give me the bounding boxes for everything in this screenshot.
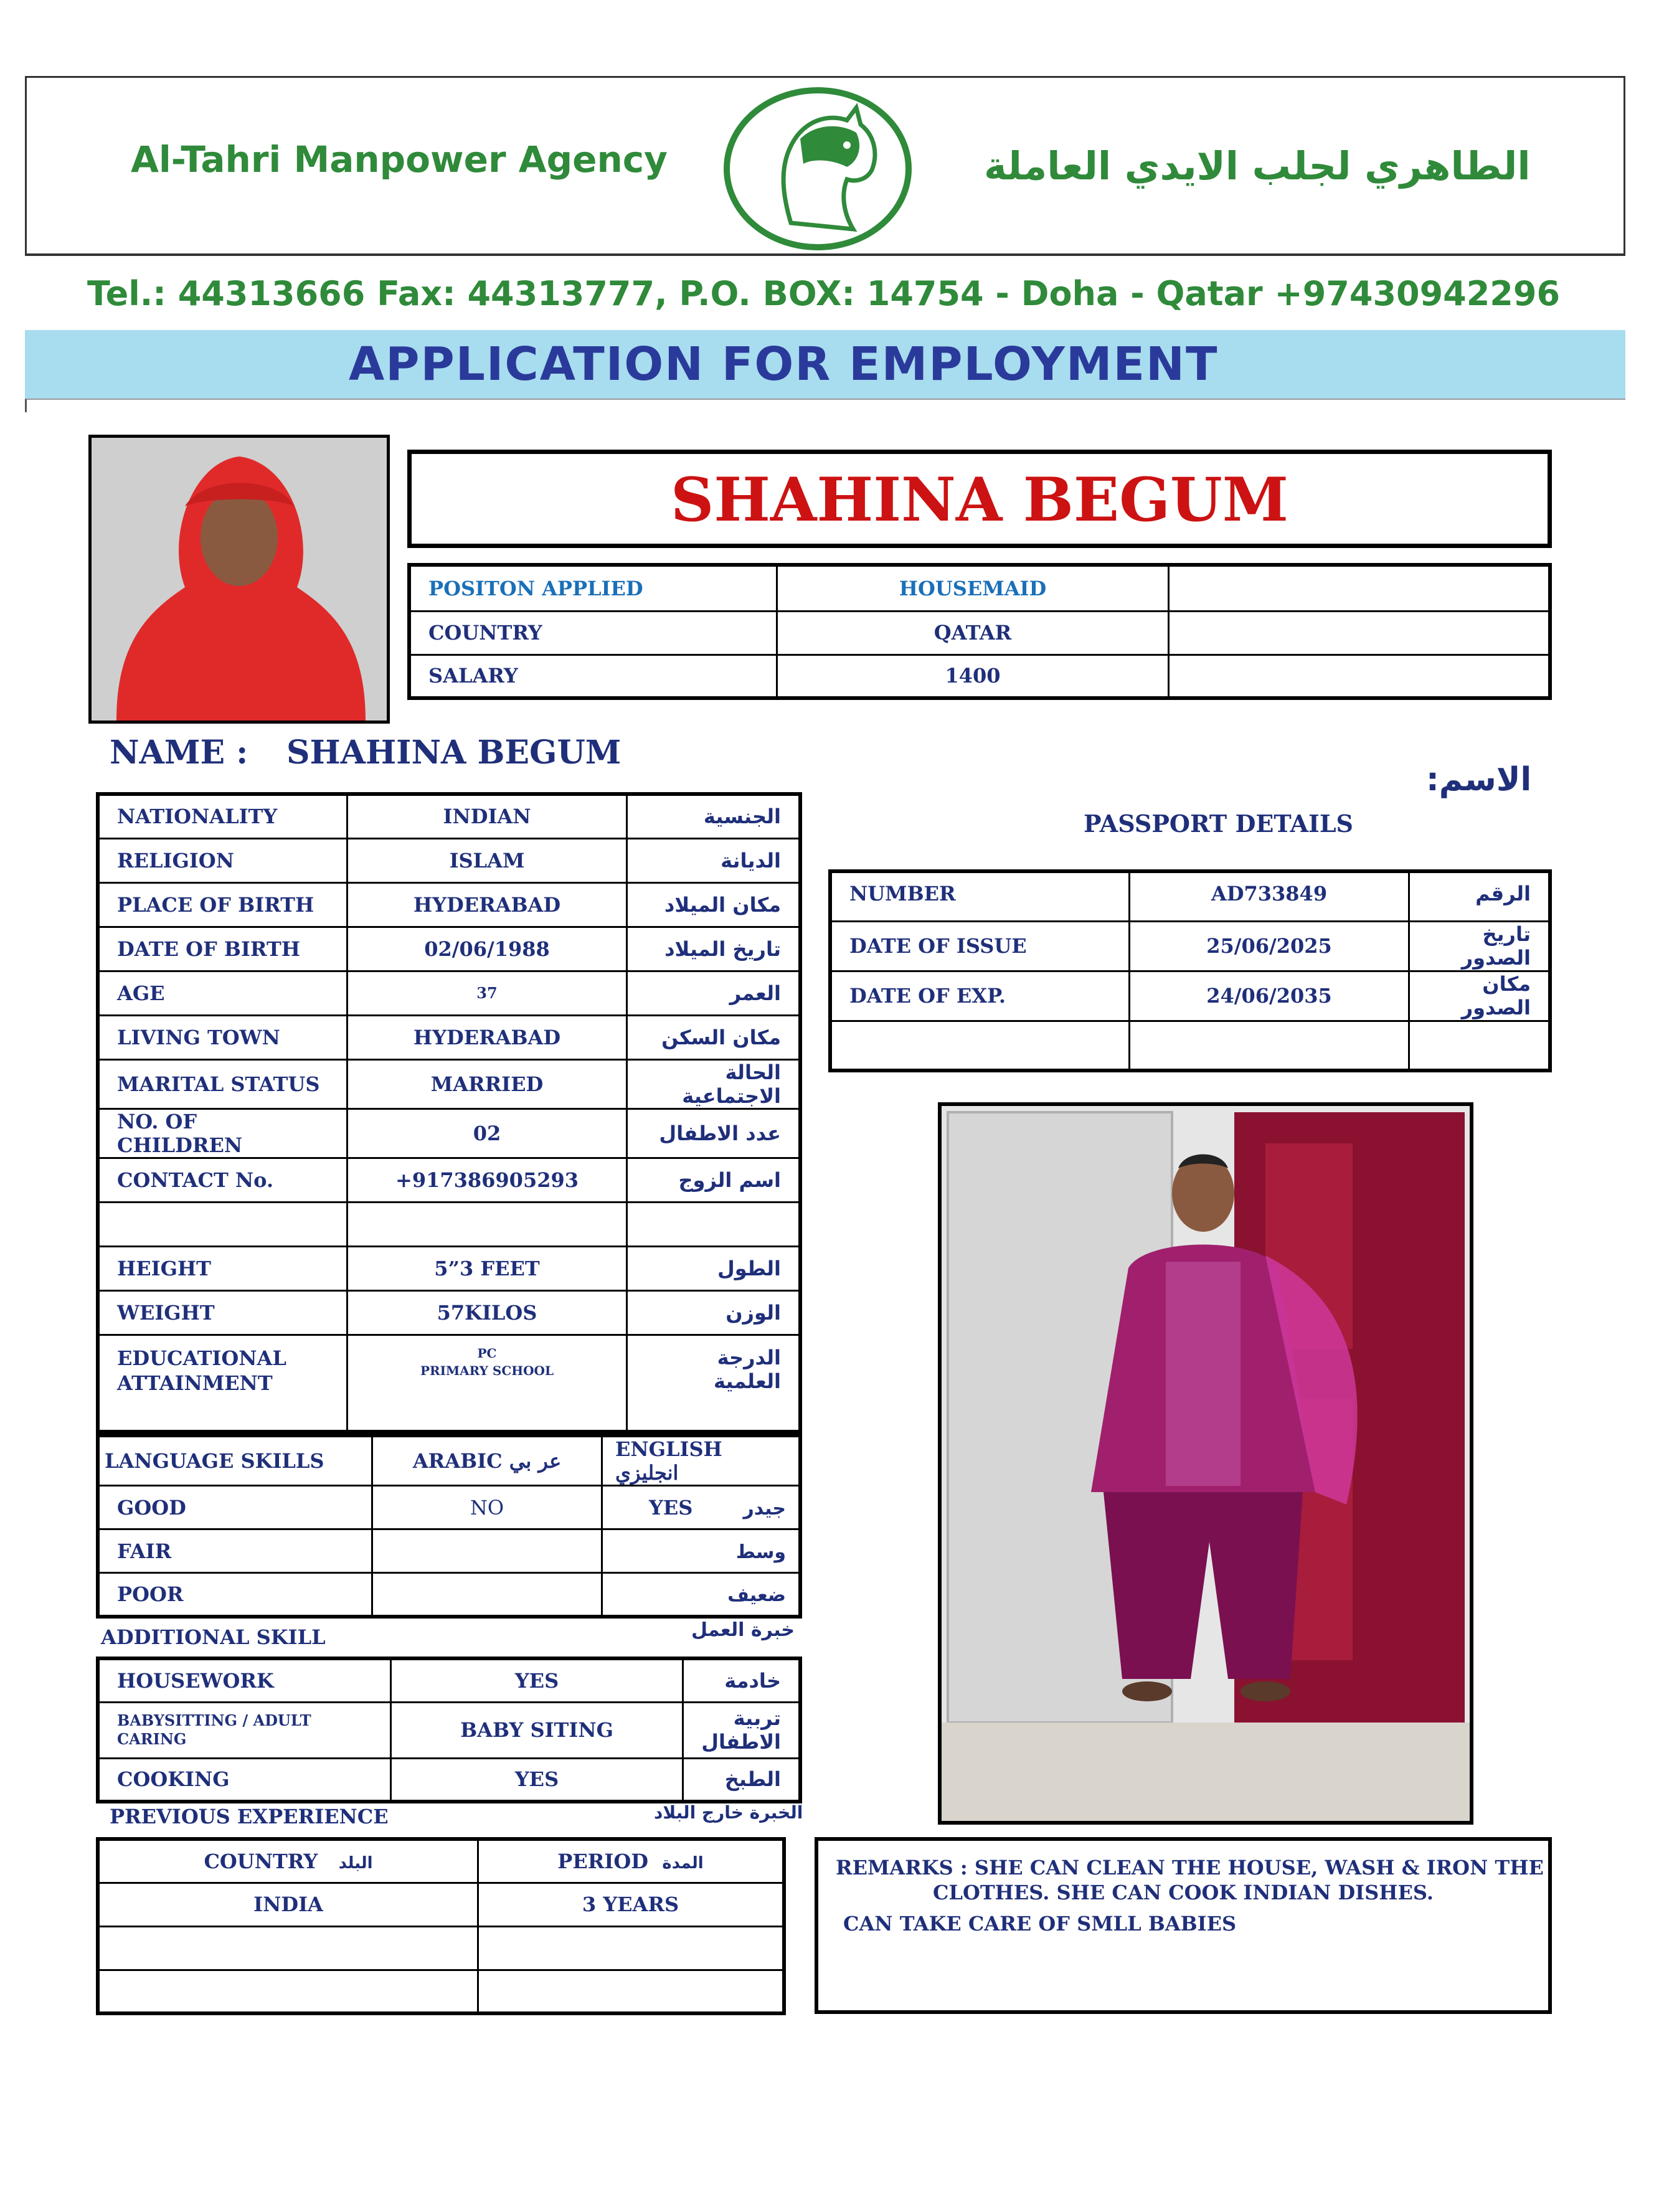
additional-skill-title: ADDITIONAL SKILL	[101, 1625, 326, 1649]
english-level: YES	[649, 1495, 693, 1520]
education-value-line: PRIMARY SCHOOL	[420, 1363, 554, 1378]
row-label-arabic: تاريخ الصدور	[1409, 921, 1551, 971]
education-value-line: PC	[477, 1345, 497, 1361]
row-label	[830, 1021, 1130, 1071]
row-label: MARITAL STATUS	[98, 1059, 347, 1108]
remarks-line: CAN TAKE CARE OF SMLL BABIES	[843, 1912, 1237, 1936]
table-row	[98, 1529, 800, 1573]
name-label: NAME :	[110, 734, 248, 772]
row-label: PLACE OF BIRTH	[98, 882, 347, 927]
row-value: BABY SITING	[391, 1702, 683, 1758]
row-label: COOKING	[98, 1758, 391, 1802]
portrait-photo	[88, 435, 390, 724]
row-value: HYDERABAD	[347, 882, 627, 927]
row-label: NATIONALITY	[98, 794, 347, 838]
row-value: 5”3 FEET	[347, 1246, 627, 1290]
table-row	[98, 1335, 800, 1432]
row-label-arabic	[627, 1202, 801, 1246]
form-title: APPLICATION FOR EMPLOYMENT	[349, 338, 1219, 391]
additional-skill-title-arabic: خبرة العمل	[691, 1619, 795, 1641]
row-label-arabic: الطول	[627, 1246, 801, 1290]
table-row	[98, 1202, 800, 1246]
table-row	[98, 794, 800, 838]
personal-details-table	[96, 792, 802, 1434]
row-label-arabic: مكان الصدور	[1409, 971, 1551, 1021]
remarks-box	[815, 1837, 1552, 2014]
row-value: 02/06/1988	[347, 927, 627, 971]
arabic-level: NO	[372, 1486, 602, 1529]
language-header-english: ENGLISH انجليزي	[602, 1435, 801, 1486]
row-label: DATE OF BIRTH	[98, 927, 347, 971]
table-row	[98, 1758, 800, 1802]
table-row	[98, 1658, 800, 1702]
row-label: DATE OF EXP.	[830, 971, 1130, 1021]
salary-value: 1400	[777, 655, 1169, 698]
row-label: DATE OF ISSUE	[830, 921, 1130, 971]
row-label-arabic: اسم الزوج	[627, 1158, 801, 1202]
row-label-arabic: مكان السكن	[627, 1015, 801, 1059]
english-level-cell	[602, 1529, 801, 1573]
table-row	[98, 1108, 800, 1158]
row-label-arabic: تاريخ الميلاد	[627, 927, 801, 971]
education-label: EDUCATIONAL ATTAINMENT	[98, 1335, 347, 1432]
row-label-arabic: تربية الاطفال	[683, 1702, 801, 1758]
table-row	[830, 1021, 1550, 1071]
row-value: YES	[391, 1758, 683, 1802]
row-label-arabic: وسط	[735, 1541, 786, 1563]
table-row	[98, 927, 800, 971]
horse-head-icon	[722, 86, 913, 252]
arabic-level	[372, 1573, 602, 1617]
row-label-arabic: خادمة	[683, 1658, 801, 1702]
row-value: YES	[391, 1658, 683, 1702]
row-value: +917386905293	[347, 1158, 627, 1202]
table-row	[830, 871, 1550, 921]
row-value: MARRIED	[347, 1059, 627, 1108]
row-label-arabic: الرقم	[1409, 871, 1551, 921]
passport-number: AD733849	[1130, 871, 1409, 921]
row-label-arabic: الطبخ	[683, 1758, 801, 1802]
row-label: GOOD	[98, 1486, 372, 1529]
table-row	[98, 1486, 800, 1529]
row-value: INDIAN	[347, 794, 627, 838]
row-label-arabic: الحالة الاجتماعية	[627, 1059, 801, 1108]
period-header-label: PERIOD	[557, 1849, 648, 1873]
position-table	[407, 563, 1552, 700]
country-extra	[1169, 611, 1551, 655]
previous-experience-title-arabic: الخبرة خارج البلاد	[654, 1802, 803, 1823]
country-label: COUNTRY	[409, 611, 777, 655]
experience-period	[478, 1926, 785, 1970]
row-label: BABYSITTING / ADULT CARING	[98, 1702, 391, 1758]
agency-name-arabic: الطاهري لجلب الايدي العاملة	[984, 143, 1531, 189]
country-header-arabic: البلد	[338, 1853, 373, 1873]
table-row	[98, 1839, 784, 1883]
table-row	[98, 1702, 800, 1758]
cropped-row	[25, 399, 1625, 412]
additional-skill-table	[96, 1657, 802, 1803]
table-row	[98, 1883, 784, 1926]
row-value: HYDERABAD	[347, 1015, 627, 1059]
table-row	[98, 971, 800, 1015]
row-label	[98, 1202, 347, 1246]
passport-title: PASSPORT DETAILS	[1084, 810, 1353, 838]
position-value: HOUSEMAID	[777, 565, 1169, 611]
table-row	[98, 1059, 800, 1108]
language-skills-table	[96, 1434, 802, 1619]
table-row	[98, 1015, 800, 1059]
agency-name-english: Al-Tahri Manpower Agency	[131, 138, 668, 181]
country-value: QATAR	[777, 611, 1169, 655]
passport-issue-date: 25/06/2025	[1130, 921, 1409, 971]
remarks-line: CLOTHES. SHE CAN COOK INDIAN DISHES.	[933, 1881, 1434, 1904]
table-row	[98, 1246, 800, 1290]
table-row	[98, 1970, 784, 2013]
position-extra	[1169, 565, 1551, 611]
table-row	[98, 882, 800, 927]
name-label-arabic: الاسم:	[1426, 761, 1532, 798]
table-row	[98, 1435, 800, 1486]
education-label-arabic: الدرجة العلمية	[627, 1335, 801, 1432]
experience-country	[98, 1926, 478, 1970]
row-value: 57KILOS	[347, 1290, 627, 1335]
english-level-cell	[602, 1486, 801, 1529]
row-value: ISLAM	[347, 838, 627, 882]
contact-info: Tel.: 44313666 Fax: 44313777, P.O. BOX: 14754 - Doha - Qatar +97430942296	[87, 274, 1561, 313]
row-label-arabic: جيدر	[743, 1497, 786, 1520]
full-body-photo	[938, 1102, 1473, 1825]
table-row	[98, 1290, 800, 1335]
country-header-label: COUNTRY	[204, 1849, 318, 1873]
period-header-arabic: المدة	[662, 1853, 704, 1873]
salary-extra	[1169, 655, 1551, 698]
passport-table	[828, 869, 1552, 1072]
table-row	[98, 1158, 800, 1202]
row-label: HOUSEWORK	[98, 1658, 391, 1702]
row-label: RELIGION	[98, 838, 347, 882]
experience-period-header	[478, 1839, 785, 1883]
arabic-level	[372, 1529, 602, 1573]
row-label-arabic: ضعيف	[727, 1584, 786, 1606]
experience-country	[98, 1970, 478, 2013]
table-row	[409, 611, 1550, 655]
experience-country-header	[98, 1839, 478, 1883]
row-label-arabic: العمر	[627, 971, 801, 1015]
salary-label: SALARY	[409, 655, 777, 698]
row-label-arabic: الديانة	[627, 838, 801, 882]
experience-period	[478, 1970, 785, 2013]
experience-country: INDIA	[98, 1883, 478, 1926]
row-label-arabic: الجنسية	[627, 794, 801, 838]
table-row	[830, 921, 1550, 971]
row-label: CONTACT No.	[98, 1158, 347, 1202]
row-value	[347, 1202, 627, 1246]
row-label: POOR	[98, 1573, 372, 1617]
experience-table	[96, 1837, 786, 2015]
row-label: FAIR	[98, 1529, 372, 1573]
letterhead-divider	[25, 254, 1625, 256]
table-row	[98, 838, 800, 882]
language-header-arabic: ARABIC عر بي	[372, 1435, 602, 1486]
english-level-cell	[602, 1573, 801, 1617]
row-label: LIVING TOWN	[98, 1015, 347, 1059]
row-label: WEIGHT	[98, 1290, 347, 1335]
education-value	[347, 1335, 627, 1432]
candidate-big-name: SHAHINA BEGUM	[670, 465, 1289, 535]
row-label: HEIGHT	[98, 1246, 347, 1290]
row-label: NO. OF CHILDREN	[98, 1108, 347, 1158]
row-value: 37	[347, 971, 627, 1015]
table-row	[409, 655, 1550, 698]
row-label-arabic: الوزن	[627, 1290, 801, 1335]
table-row	[98, 1573, 800, 1617]
row-label: NUMBER	[830, 871, 1130, 921]
passport-expiry-date: 24/06/2035	[1130, 971, 1409, 1021]
position-label: POSITON APPLIED	[409, 565, 777, 611]
previous-experience-title: PREVIOUS EXPERIENCE	[110, 1805, 389, 1828]
row-value	[1130, 1021, 1409, 1071]
row-label: AGE	[98, 971, 347, 1015]
remarks-line: REMARKS : SHE CAN CLEAN THE HOUSE, WASH & IRON THE	[836, 1856, 1544, 1879]
name-value: SHAHINA BEGUM	[286, 734, 622, 772]
row-label-arabic: مكان الميلاد	[627, 882, 801, 927]
language-header-label: LANGUAGE SKILLS	[98, 1435, 372, 1486]
row-label-arabic	[1409, 1021, 1551, 1071]
table-row	[830, 971, 1550, 1021]
row-label-arabic: عدد الاطفال	[627, 1108, 801, 1158]
table-row	[98, 1926, 784, 1970]
experience-period: 3 YEARS	[478, 1883, 785, 1926]
table-row	[409, 565, 1550, 611]
row-value: 02	[347, 1108, 627, 1158]
